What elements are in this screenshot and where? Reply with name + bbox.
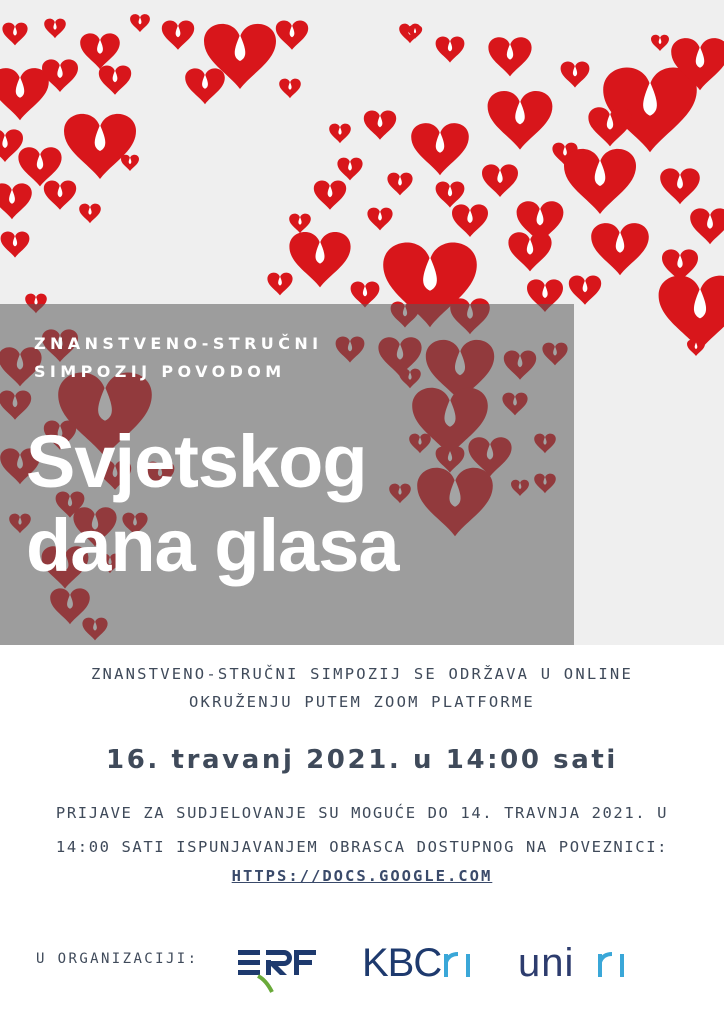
heart-shape [44, 19, 66, 39]
heart-shape [337, 158, 362, 181]
heart-shape [289, 214, 311, 234]
heart-shape [64, 114, 136, 179]
event-date: 16. travanj 2021. u 14:00 sati [106, 745, 618, 775]
registration-line-2: 14:00 SATI ISPUNJAVANJEM OBRASCA DOSTUPNOG NA POVEZNICI: [55, 838, 669, 856]
heart-shape [329, 124, 351, 144]
svg-text:uni: uni [518, 941, 575, 984]
heart-shape [99, 65, 131, 94]
kbcri-logo [362, 938, 482, 984]
heart-shape [314, 180, 346, 209]
heart-shape [0, 183, 32, 219]
heart-shape [411, 123, 469, 175]
heart-shape [276, 20, 308, 49]
heart-shape [18, 147, 61, 186]
heart-shape [561, 62, 590, 88]
title-line-1: Svjetskog [26, 420, 367, 503]
heart-shape [0, 68, 49, 120]
kicker-line-2: SIMPOZIJ POVODOM [34, 362, 286, 381]
heart-shape [185, 68, 225, 104]
registration-info [0, 796, 724, 864]
heart-shape [267, 273, 292, 296]
heart-shape [488, 37, 531, 76]
heart-shape [121, 155, 139, 171]
heart-shape [660, 168, 700, 204]
heart-shape [364, 110, 396, 139]
heart-shape [569, 275, 601, 304]
heart-shape [1, 232, 30, 258]
heart-shape [436, 182, 465, 208]
heart-shape [588, 107, 631, 146]
heart-shape [482, 164, 518, 197]
heart-shape [564, 149, 636, 214]
event-info [0, 660, 724, 716]
heart-shape [436, 37, 465, 63]
info-line-2: OKRUŽENJU PUTEM ZOOM PLATFORME [189, 693, 535, 711]
heart-shape [659, 276, 724, 351]
heart-shape [452, 204, 488, 237]
heart-shape [44, 180, 76, 209]
heart-shape [387, 173, 412, 196]
page-title [26, 420, 399, 588]
heart-shape [279, 79, 301, 99]
uniri-logo [518, 938, 634, 984]
heart-shape [79, 204, 101, 224]
heart-shape [488, 91, 553, 150]
heart-shape [690, 208, 724, 244]
heart-shape [130, 14, 150, 32]
heart-shape [508, 232, 551, 271]
heart-shape [80, 33, 120, 69]
heart-shape [289, 232, 350, 287]
registration-line-1: PRIJAVE ZA SUDJELOVANJE SU MOGUĆE DO 14. TRAVNJA 2021. U [55, 804, 669, 822]
kicker-line-1: ZNANSTVENO-STRUČNI [34, 334, 323, 353]
heart-shape [367, 208, 392, 231]
heart-shape [2, 23, 27, 46]
erf-logo [236, 940, 320, 994]
heart-shape [162, 20, 194, 49]
registration-link[interactable]: HTTPS://DOCS.GOOGLE.COM [231, 867, 493, 885]
organizers-label: U ORGANIZACIJI: [36, 951, 199, 967]
heart-shape [651, 35, 669, 51]
heart-shape [591, 223, 649, 275]
kicker-text [34, 330, 322, 386]
info-line-1: ZNANSTVENO-STRUČNI SIMPOZIJ SE ODRŽAVA U ONLINE [91, 665, 633, 683]
title-line-2: dana glasa [26, 504, 399, 587]
svg-text:KBC: KBC [362, 941, 442, 984]
